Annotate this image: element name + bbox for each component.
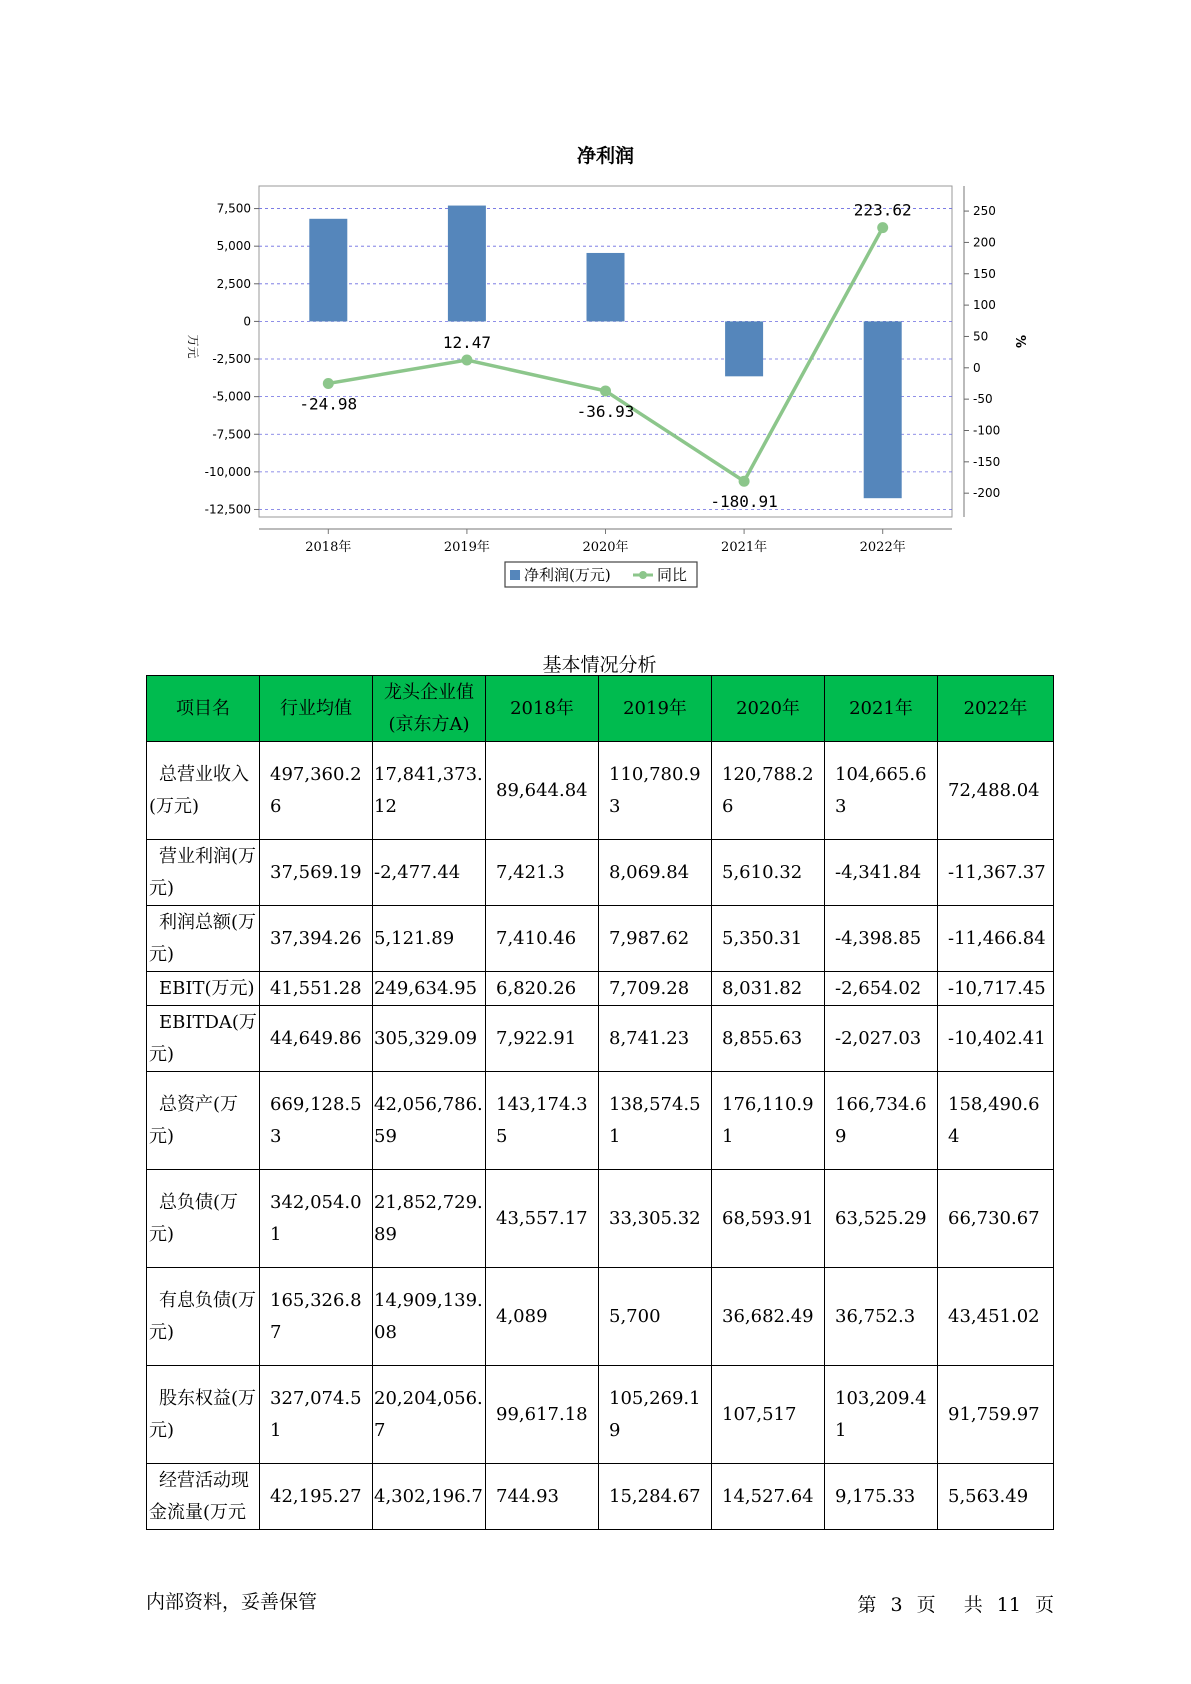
- value-cell: 43,451.02: [938, 1268, 1054, 1366]
- x-tick-label: 2022年: [859, 540, 906, 555]
- x-tick-label: 2021年: [721, 540, 768, 555]
- footer-confidential-note: 内部资料，妥善保管: [146, 1591, 318, 1613]
- y-right-axis-label: %: [1012, 334, 1027, 349]
- value-cell: 14,909,139.08: [373, 1268, 486, 1366]
- yoy-data-label: -24.98: [299, 394, 358, 414]
- y-left-tick-label: 5,000: [216, 239, 251, 254]
- value-cell: 5,350.31: [712, 906, 825, 972]
- value-cell: 8,741.23: [599, 1006, 712, 1072]
- x-tick-label: 2019年: [443, 540, 490, 555]
- value-cell: 43,557.17: [486, 1170, 599, 1268]
- chart-svg: [0, 0, 1191, 600]
- value-cell: -2,654.02: [825, 972, 938, 1006]
- y-left-tick-label: -5,000: [212, 389, 251, 404]
- value-cell: -10,717.45: [938, 972, 1054, 1006]
- chart-title: 净利润: [576, 145, 635, 167]
- x-tick-label: 2020年: [582, 540, 629, 555]
- total-label-suffix: 页: [1034, 1594, 1054, 1616]
- header-leader-value: 龙头企业值(京东方A): [373, 676, 486, 742]
- yoy-data-label: 12.47: [442, 332, 491, 352]
- yoy-data-label: -36.93: [576, 401, 635, 421]
- table-row: [147, 906, 1054, 972]
- legend-label-line: 同比: [657, 566, 688, 584]
- yoy-point: [323, 378, 334, 389]
- legend-swatch-bar: [510, 570, 520, 580]
- value-cell: 497,360.26: [260, 742, 373, 840]
- row-label-cell: 营业利润(万元): [147, 840, 260, 906]
- value-cell: 5,700: [599, 1268, 712, 1366]
- value-cell: 120,788.26: [712, 742, 825, 840]
- value-cell: 15,284.67: [599, 1464, 712, 1530]
- y-left-tick-label: 7,500: [216, 201, 251, 216]
- value-cell: 4,302,196.7: [373, 1464, 486, 1530]
- page-number: 3: [890, 1594, 903, 1616]
- value-cell: 91,759.97: [938, 1366, 1054, 1464]
- table-row: [147, 1366, 1054, 1464]
- yoy-data-label: -180.91: [710, 492, 778, 512]
- y-right-tick-label: 250: [973, 204, 996, 219]
- value-cell: 99,617.18: [486, 1366, 599, 1464]
- value-cell: 158,490.64: [938, 1072, 1054, 1170]
- value-cell: 138,574.51: [599, 1072, 712, 1170]
- value-cell: 103,209.41: [825, 1366, 938, 1464]
- yoy-point: [877, 222, 888, 233]
- value-cell: 5,563.49: [938, 1464, 1054, 1530]
- y-right-tick-label: -100: [973, 423, 1001, 438]
- value-cell: 36,682.49: [712, 1268, 825, 1366]
- y-right-tick-label: 0: [973, 360, 981, 375]
- value-cell: 36,752.3: [825, 1268, 938, 1366]
- value-cell: 7,421.3: [486, 840, 599, 906]
- table-row: [147, 1170, 1054, 1268]
- y-right-tick-label: 100: [973, 298, 996, 313]
- value-cell: 104,665.63: [825, 742, 938, 840]
- value-cell: -2,027.03: [825, 1006, 938, 1072]
- value-cell: -4,398.85: [825, 906, 938, 972]
- header-2021: 2021年: [825, 676, 938, 742]
- page-label-suffix: 页: [916, 1594, 936, 1616]
- value-cell: 9,175.33: [825, 1464, 938, 1530]
- value-cell: 305,329.09: [373, 1006, 486, 1072]
- value-cell: 14,527.64: [712, 1464, 825, 1530]
- value-cell: 143,174.35: [486, 1072, 599, 1170]
- table-row: [147, 972, 1054, 1006]
- value-cell: 744.93: [486, 1464, 599, 1530]
- header-item-name: 项目名: [147, 676, 260, 742]
- y-left-tick-label: 0: [243, 314, 251, 329]
- yoy-data-label: 223.62: [853, 200, 912, 220]
- value-cell: -11,466.84: [938, 906, 1054, 972]
- table-title: 基本情况分析: [542, 654, 657, 676]
- bar-net-profit: [725, 321, 763, 376]
- value-cell: 669,128.53: [260, 1072, 373, 1170]
- yoy-point: [600, 385, 611, 396]
- net-profit-chart: [0, 0, 1191, 600]
- yoy-point: [739, 476, 750, 487]
- value-cell: 42,056,786.59: [373, 1072, 486, 1170]
- value-cell: 7,709.28: [599, 972, 712, 1006]
- value-cell: 249,634.95: [373, 972, 486, 1006]
- row-label-cell: 总资产(万元): [147, 1072, 260, 1170]
- value-cell: 176,110.91: [712, 1072, 825, 1170]
- value-cell: -2,477.44: [373, 840, 486, 906]
- table-row: [147, 1268, 1054, 1366]
- row-label-cell: 经营活动现金流量(万元: [147, 1464, 260, 1530]
- value-cell: 8,069.84: [599, 840, 712, 906]
- row-label-cell: 有息负债(万元): [147, 1268, 260, 1366]
- header-industry-avg: 行业均值: [260, 676, 373, 742]
- value-cell: 8,855.63: [712, 1006, 825, 1072]
- y-right-tick-label: 50: [973, 329, 989, 344]
- footer-page-number: [849, 1590, 1054, 1617]
- total-pages: 11: [996, 1594, 1021, 1616]
- y-right-tick-label: -200: [973, 486, 1001, 501]
- yoy-point: [461, 354, 472, 365]
- table-row: [147, 840, 1054, 906]
- row-label-cell: EBITDA(万元): [147, 1006, 260, 1072]
- value-cell: 42,195.27: [260, 1464, 373, 1530]
- total-label-prefix: 共: [963, 1594, 983, 1616]
- value-cell: 166,734.69: [825, 1072, 938, 1170]
- value-cell: 33,305.32: [599, 1170, 712, 1268]
- value-cell: 5,121.89: [373, 906, 486, 972]
- header-2018: 2018年: [486, 676, 599, 742]
- table-row: [147, 1006, 1054, 1072]
- value-cell: 68,593.91: [712, 1170, 825, 1268]
- table-row: [147, 742, 1054, 840]
- value-cell: 37,569.19: [260, 840, 373, 906]
- y-left-tick-label: -10,000: [204, 464, 251, 479]
- y-left-tick-label: 2,500: [216, 276, 251, 291]
- value-cell: 165,326.87: [260, 1268, 373, 1366]
- y-right-tick-label: 150: [973, 266, 996, 281]
- y-left-tick-label: -7,500: [212, 427, 251, 442]
- value-cell: 63,525.29: [825, 1170, 938, 1268]
- value-cell: 89,644.84: [486, 742, 599, 840]
- value-cell: 327,074.51: [260, 1366, 373, 1464]
- y-right-tick-label: 200: [973, 235, 996, 250]
- value-cell: 105,269.19: [599, 1366, 712, 1464]
- bar-net-profit: [309, 219, 347, 322]
- row-label-cell: 总负债(万元): [147, 1170, 260, 1268]
- value-cell: -11,367.37: [938, 840, 1054, 906]
- plot-frame: [259, 186, 952, 517]
- y-right-tick-label: -150: [973, 454, 1001, 469]
- value-cell: -10,402.41: [938, 1006, 1054, 1072]
- value-cell: 20,204,056.7: [373, 1366, 486, 1464]
- value-cell: 7,987.62: [599, 906, 712, 972]
- value-cell: 41,551.28: [260, 972, 373, 1006]
- value-cell: 110,780.93: [599, 742, 712, 840]
- x-tick-label: 2018年: [305, 540, 352, 555]
- header-2022: 2022年: [938, 676, 1054, 742]
- y-right-tick-label: -50: [973, 392, 993, 407]
- value-cell: 4,089: [486, 1268, 599, 1366]
- value-cell: 5,610.32: [712, 840, 825, 906]
- bar-net-profit: [448, 206, 486, 322]
- bar-net-profit: [587, 253, 625, 321]
- value-cell: 7,922.91: [486, 1006, 599, 1072]
- header-2020: 2020年: [712, 676, 825, 742]
- legend-label-bar: 净利润(万元): [524, 566, 611, 584]
- value-cell: 6,820.26: [486, 972, 599, 1006]
- value-cell: 66,730.67: [938, 1170, 1054, 1268]
- value-cell: 44,649.86: [260, 1006, 373, 1072]
- legend-swatch-dot: [639, 571, 647, 579]
- page-label-prefix: 第: [857, 1594, 877, 1616]
- table-row: [147, 1464, 1054, 1530]
- row-label-cell: 总营业收入(万元): [147, 742, 260, 840]
- value-cell: 8,031.82: [712, 972, 825, 1006]
- bar-net-profit: [864, 321, 902, 498]
- table-header-row: [147, 676, 1054, 742]
- value-cell: 17,841,373.12: [373, 742, 486, 840]
- value-cell: 342,054.01: [260, 1170, 373, 1268]
- value-cell: 7,410.46: [486, 906, 599, 972]
- basic-analysis-table: [146, 675, 1054, 1530]
- row-label-cell: 股东权益(万元): [147, 1366, 260, 1464]
- value-cell: 37,394.26: [260, 906, 373, 972]
- table-row: [147, 1072, 1054, 1170]
- y-left-tick-label: -12,500: [204, 502, 251, 517]
- value-cell: 72,488.04: [938, 742, 1054, 840]
- value-cell: 107,517: [712, 1366, 825, 1464]
- y-left-axis-label: 万元: [186, 334, 200, 359]
- header-2019: 2019年: [599, 676, 712, 742]
- row-label-cell: EBIT(万元): [147, 972, 260, 1006]
- row-label-cell: 利润总额(万元): [147, 906, 260, 972]
- y-left-tick-label: -2,500: [212, 352, 251, 367]
- value-cell: -4,341.84: [825, 840, 938, 906]
- value-cell: 21,852,729.89: [373, 1170, 486, 1268]
